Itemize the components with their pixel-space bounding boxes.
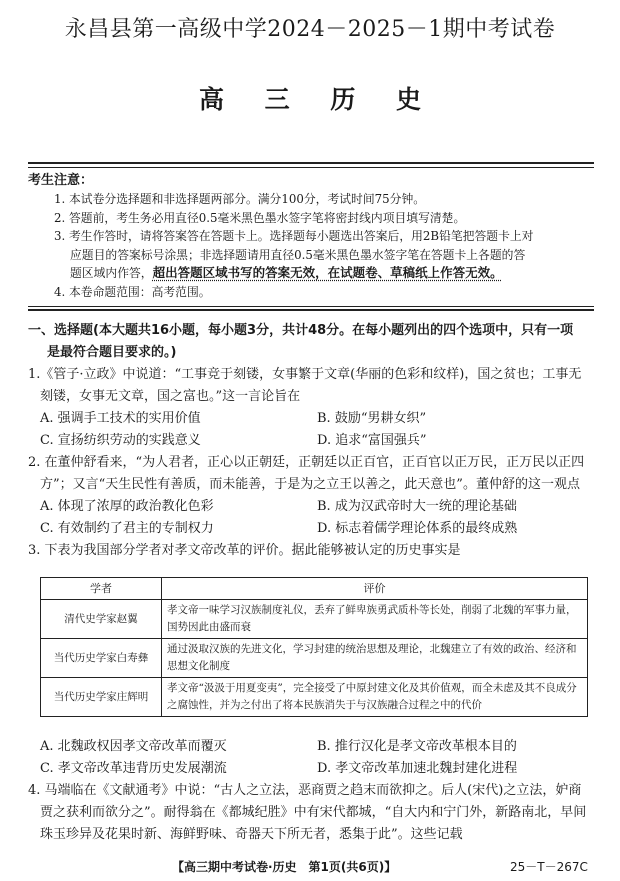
q2-option-a: A. 体现了浓厚的政治教化色彩: [40, 499, 214, 514]
q2-option-c: C. 有效制约了君主的专制权力: [40, 521, 214, 536]
q3-option-c: C. 孝文帝改革违背历史发展潮流: [40, 761, 227, 776]
exam-title: 永昌县第一高级中学2024－2025－1期中考试卷: [64, 17, 556, 42]
table-header-row: [41, 578, 588, 600]
q4-stem-3: 珠玉珍异及花果时新、海鲜野味、奇器天下所无者，悉集于此”。这些记载: [40, 827, 463, 842]
notice-item-3-cont: 应题目的答案标号涂黑；非选择题请用直径0.5毫米黑色墨水签字笔在答题卡上各题的答: [70, 247, 526, 262]
q1-options-row-1: [28, 408, 594, 430]
notice-block: [28, 172, 594, 301]
section-1-heading-cont: 是最符合题目要求的。): [47, 345, 177, 360]
table-cell-scholar: 当代历史学家白寿彝: [41, 639, 162, 678]
notice-item-3-text: 题区域内作答，: [70, 266, 153, 280]
table-row: [41, 600, 588, 639]
table-row: [41, 678, 588, 717]
notice-item-3-bold: 超出答题区域书写的答案无效，在试题卷、草稿纸上作答无效。: [152, 265, 503, 280]
q3-q4-block: [28, 736, 594, 846]
notice-heading: 考生注意：: [28, 173, 94, 188]
q2-stem-1: 2. 在董仲舒看来，“为人君者，正心以正朝廷，正朝廷以正百官，正百官以正万民，正万民以正四: [28, 455, 585, 470]
table-cell-evaluation: 孝文帝一味学习汉族制度礼仪，丢弃了鲜卑族勇武质朴等长处，削弱了北魏的军事力量，国势因此由盛而衰: [162, 600, 588, 639]
q2-options-row-2: [28, 518, 594, 540]
notice-item-3: 3. 考生作答时，请将答案答在答题卡上。选择题每小题选出答案后，用2B铅笔把答题卡上对: [54, 229, 534, 243]
q2-stem-2: 方”；又言“天生民性有善质，而未能善，于是为之立王以善之，此天意也”。董仲舒的这一观点: [40, 477, 580, 492]
q3-options-row-1: [28, 736, 594, 758]
q2-option-b: B. 成为汉武帝时大一统的理论基础: [317, 499, 517, 514]
q3-options-row-2: [28, 758, 594, 780]
q1-option-d: D. 追求“富国强兵”: [317, 433, 427, 448]
table-cell-scholar: 清代史学家赵翼: [41, 600, 162, 639]
notice-rule-top: [28, 306, 594, 307]
header-rule-top: [28, 162, 594, 164]
notice-item-2: 2. 答题前，考生务必用直径0.5毫米黑色墨水签字笔将密封线内项目填写清楚。: [54, 210, 466, 225]
q3-option-a: A. 北魏政权因孝文帝改革而覆灭: [40, 739, 227, 754]
table-cell-evaluation: 孝文帝“汲汲于用夏变夷”，完全接受了中原封建文化及其价值观，而全未虑及其不良成分之腐蚀性，并为之付出了将本民族消失于与汉族融合过程之中的代价: [162, 678, 588, 717]
q4-stem-1: 4. 马端临在《文献通考》中说：“古人之立法，恶商贾之趋末而欲抑之。后人(宋代)之立法，妒商: [28, 783, 582, 798]
q1-options-row-2: [28, 430, 594, 452]
footer-page-info: 【高三期中考试卷·历史 第1页(共6页)】: [172, 860, 397, 874]
table-header-evaluation: 评价: [162, 578, 588, 600]
section-1: [28, 320, 594, 562]
header-rule-bottom: [28, 167, 594, 168]
q4-stem-2: 贾之获利而欲分之”。耐得翁在《都城纪胜》中有宋代都城，“自大内和宁门外，新路南北，早间: [40, 805, 587, 820]
q1-option-c: C. 宣扬纺织劳动的实践意义: [40, 433, 201, 448]
evaluation-table: [40, 577, 588, 717]
table-cell-evaluation: 通过汲取汉族的先进文化，学习封建的统治思想及理论，北魏建立了有效的政治、经济和思想文化制度: [162, 639, 588, 678]
notice-item-4: 4. 本卷命题范围：高考范围。: [54, 284, 211, 299]
table-cell-scholar: 当代历史学家庄辉明: [41, 678, 162, 717]
notice-item-1: 1. 本试卷分选择题和非选择题两部分。满分100分，考试时间75分钟。: [54, 192, 426, 206]
q1-option-a: A. 强调手工技术的实用价值: [40, 411, 201, 426]
q2-option-d: D. 标志着儒学理论体系的最终成熟: [317, 521, 518, 536]
q1-option-b: B. 鼓励“男耕女织”: [317, 411, 427, 426]
q3-option-d: D. 孝文帝改革加速北魏封建化进程: [317, 761, 518, 776]
q3-stem: 3. 下表为我国部分学者对孝文帝改革的评价。据此能够被认定的历史事实是: [28, 543, 461, 558]
q2-options-row-1: [28, 496, 594, 518]
q1-stem-2: 刻镂，女事无文章，国之富也。”这一言论旨在: [40, 389, 301, 404]
notice-rule-bottom: [28, 309, 594, 311]
section-1-heading: 一、选择题(本大题共16小题，每小题3分，共计48分。在每小题列出的四个选项中，只有一项: [28, 323, 574, 338]
q3-option-b: B. 推行汉化是孝文帝改革根本目的: [317, 739, 517, 754]
footer-exam-code: 25－T－267C: [510, 860, 588, 874]
subject-title: 高 三 历 史: [198, 85, 438, 114]
notice-item-3-cont2: [28, 264, 594, 283]
table-header-scholar: 学者: [41, 578, 162, 600]
q1-stem-1: 1.《管子·立政》中说道：“工事竞于刻镂，女事繁于文章(华丽的色彩和纹样)，国之贫也；工事无: [28, 367, 582, 382]
table-row: [41, 639, 588, 678]
